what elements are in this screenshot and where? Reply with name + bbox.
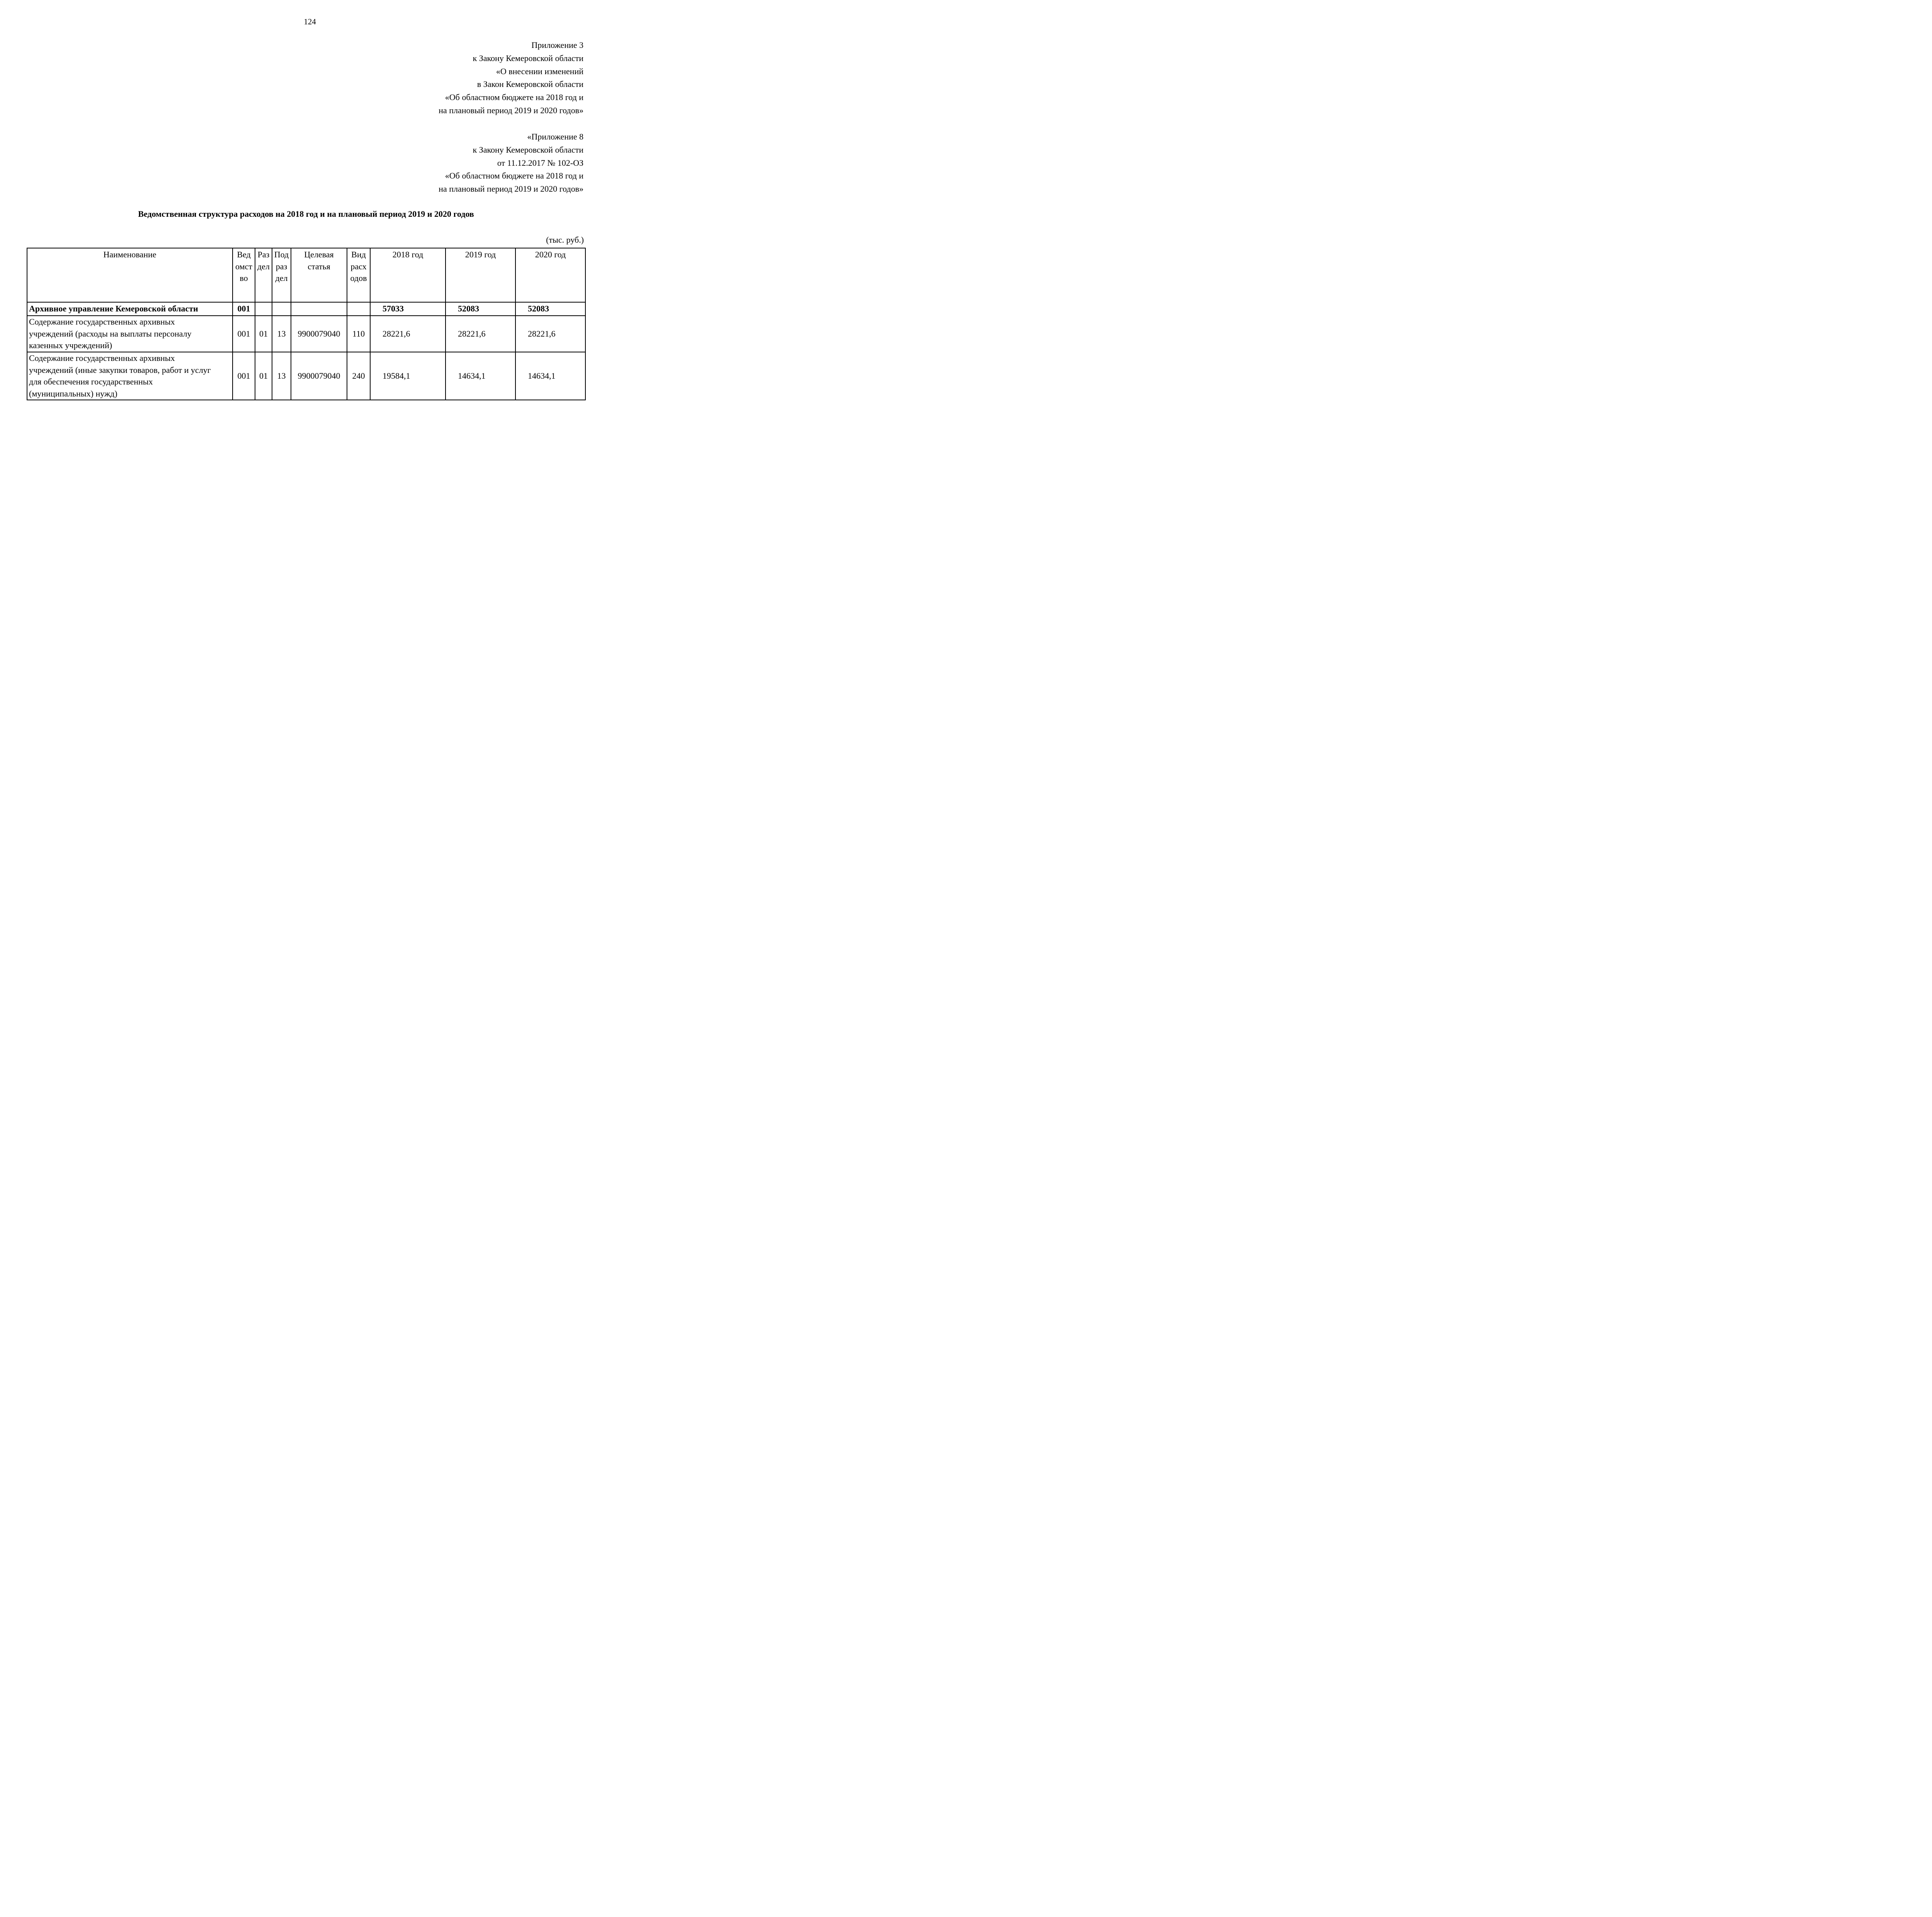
header-line: омст [235,261,252,271]
appendix-8-line: на плановый период 2019 и 2020 годов» [439,184,583,194]
header-line: раз [276,261,287,271]
header-line: Раз [257,250,270,259]
cell-amount-2019: 14634,1 [446,352,515,400]
cell-name [27,352,233,400]
appendix-8-line: «Приложение 8 [527,132,583,141]
cell-amount-2019: 52083 [446,302,515,316]
header-year-2020 [515,248,585,302]
cell-amount-2020: 52083 [515,302,585,316]
appendix-3-line: «Об областном бюджете на 2018 год и [445,92,583,102]
cell-name-line: для обеспечения государственных [29,377,153,386]
cell-name-line: учреждений (расходы на выплаты персоналу [29,328,192,338]
cell-department: 001 [233,302,255,316]
page-number: 124 [304,17,316,26]
appendix-8-line: «Об областном бюджете на 2018 год и [445,171,583,181]
header-line: Наименование [103,250,156,259]
cell-name: Архивное управление Кемеровской области [27,302,233,316]
table-row [27,302,585,316]
cell-name-line: казенных учреждений) [29,340,112,350]
header-subsection [272,248,291,302]
cell-name-line: Содержание государственных архивных [29,353,175,363]
appendix-8-header [439,130,583,196]
cell-target-article: 9900079040 [291,352,347,400]
cell-subsection: 13 [272,352,291,400]
header-department [233,248,255,302]
cell-department: 001 [233,316,255,352]
appendix-3-line: на плановый период 2019 и 2020 годов» [439,105,583,115]
header-line: Вид [351,250,366,259]
header-line: Вед [237,250,251,259]
cell-name-line: Содержание государственных архивных [29,317,175,327]
table-row [27,316,585,352]
header-line: 2019 год [465,250,496,259]
cell-amount-2018: 28221,6 [370,316,446,352]
cell-name [27,316,233,352]
header-line: дел [257,261,270,271]
header-name [27,248,233,302]
header-line: во [240,273,248,283]
appendix-3-line: «О внесении изменений [496,66,583,76]
table-header-row [27,248,585,302]
header-target-article [291,248,347,302]
appendix-8-line: к Закону Кемеровской области [473,145,583,155]
cell-expense-type: 110 [347,316,370,352]
cell-subsection [272,302,291,316]
header-line: статья [308,261,330,271]
cell-department: 001 [233,352,255,400]
cell-target-article: 9900079040 [291,316,347,352]
expenses-table [27,248,586,400]
document-title: Ведомственная структура расходов на 2018 год и на плановый период 2019 и 2020 годов [138,209,474,219]
appendix-3-header [439,39,583,117]
header-line: дел [275,273,288,283]
header-line: Целевая [304,250,334,259]
header-line: Под [274,250,289,259]
header-expense-type [347,248,370,302]
cell-subsection: 13 [272,316,291,352]
appendix-3-line: Приложение 3 [531,40,583,50]
header-section [255,248,272,302]
cell-amount-2018: 57033 [370,302,446,316]
cell-amount-2020: 14634,1 [515,352,585,400]
header-line: 2018 год [392,250,423,259]
cell-amount-2019: 28221,6 [446,316,515,352]
cell-section: 01 [255,316,272,352]
cell-expense-type: 240 [347,352,370,400]
cell-expense-type [347,302,370,316]
cell-amount-2018: 19584,1 [370,352,446,400]
cell-section [255,302,272,316]
header-year-2019 [446,248,515,302]
units-label: (тыс. руб.) [546,235,584,245]
appendix-3-line: к Закону Кемеровской области [473,53,583,63]
appendix-3-line: в Закон Кемеровской области [477,79,583,89]
header-line: 2020 год [535,250,566,259]
header-line: одов [350,273,367,283]
cell-name-line: учреждений (иные закупки товаров, работ и услуг [29,365,211,375]
table-row [27,352,585,400]
appendix-8-line: от 11.12.2017 № 102-ОЗ [497,158,583,168]
cell-section: 01 [255,352,272,400]
cell-amount-2020: 28221,6 [515,316,585,352]
cell-name-line: (муниципальных) нужд) [29,388,117,398]
cell-target-article [291,302,347,316]
header-line: расх [350,261,367,271]
header-year-2018 [370,248,446,302]
